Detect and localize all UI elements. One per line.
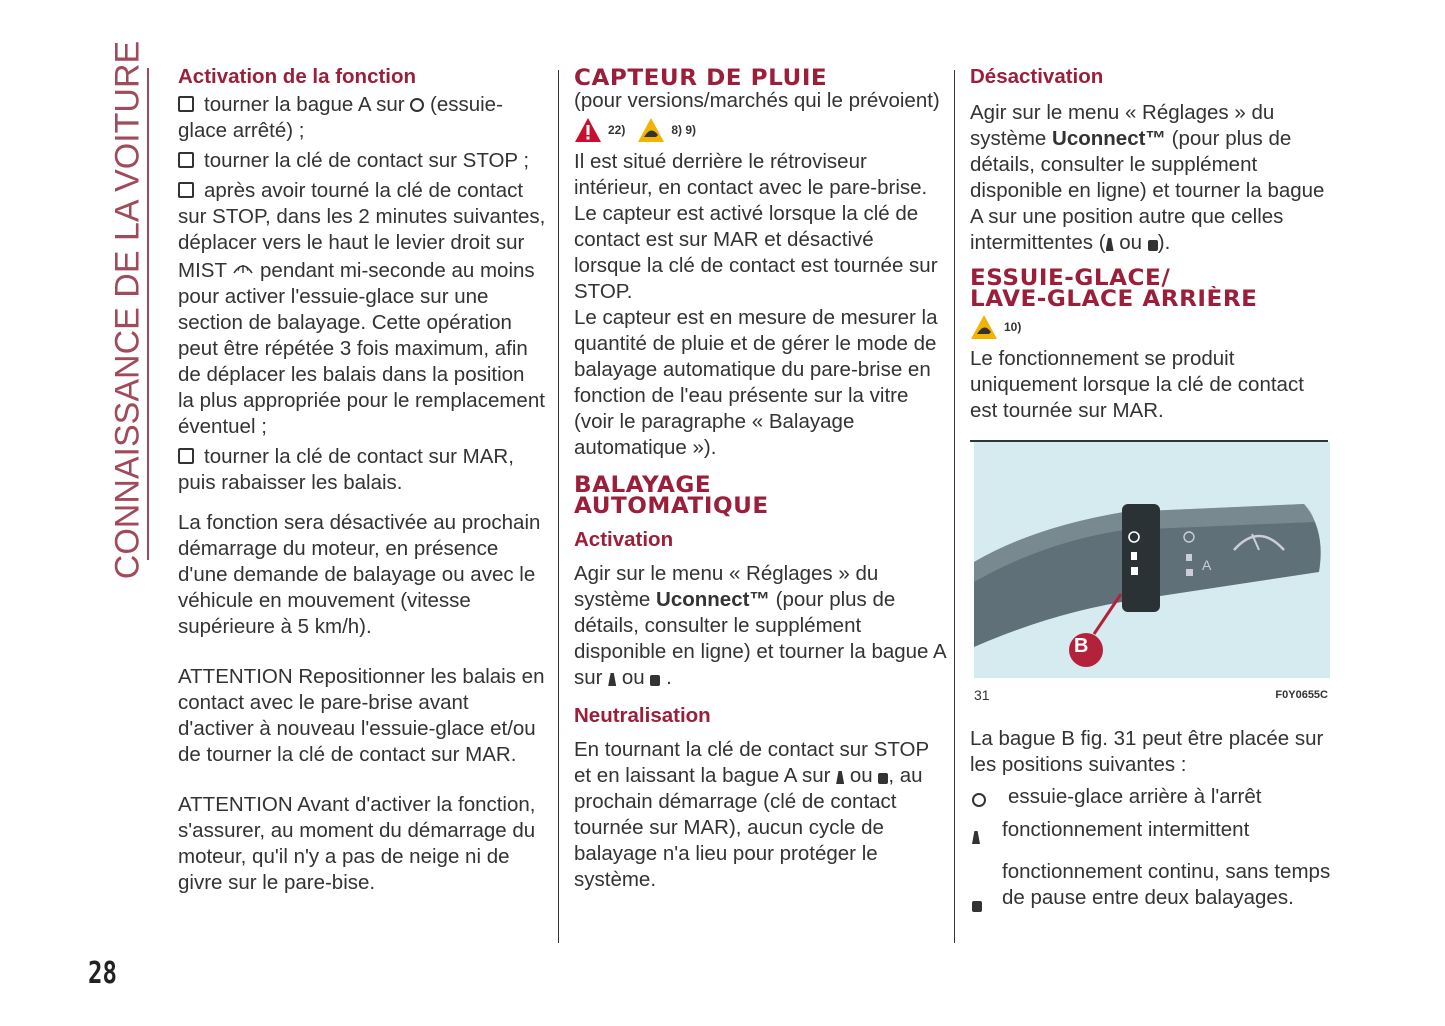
warning-references: 22) 8) 9) bbox=[574, 115, 946, 145]
column-1 bbox=[178, 64, 546, 896]
paragraph: En tournant la clé de contact sur STOP et en laissant la bague A sur ou , au prochain démarrage (clé de contact tournée sur MAR), aucun cycle de balayage n'a lieu pour protéger le système. bbox=[574, 738, 929, 891]
bullet-square-icon bbox=[178, 182, 194, 198]
wiper-stalk-illustration bbox=[974, 442, 1330, 678]
bullet-square-icon bbox=[178, 152, 194, 168]
ring-off-icon bbox=[410, 98, 424, 112]
heading-activation: Activation bbox=[574, 528, 674, 551]
continuous-icon bbox=[1148, 240, 1158, 251]
figure-callout-label: B bbox=[1074, 635, 1089, 657]
section-title-balayage-line2: AUTOMATIQUE bbox=[574, 494, 769, 519]
warning-references: 10) bbox=[970, 312, 1334, 342]
paragraph: Agir sur le menu « Réglages » du système Uconnect™ (pour plus de détails, consulter le supplément disponible en ligne) et tourner la bague A sur une position autre que celles intermittentes ( ou ). bbox=[970, 101, 1325, 254]
section-title-essuie-glace-line2: LAVE-GLACE ARRIÈRE bbox=[970, 287, 1258, 312]
side-title-rule bbox=[147, 68, 149, 560]
position-item-off: essuie-glace arrière à l'arrêt bbox=[970, 784, 1334, 813]
ring-positions-list bbox=[970, 784, 1334, 917]
figure-code: F0Y0655C bbox=[1275, 689, 1328, 701]
figure-number: 31 bbox=[974, 687, 990, 703]
ring-off-icon bbox=[972, 793, 986, 807]
column-divider-1 bbox=[558, 70, 559, 943]
column-2 bbox=[574, 64, 946, 893]
heading-activation-fonction: Activation de la fonction bbox=[178, 65, 417, 88]
figure-caption bbox=[970, 682, 1328, 708]
figure-31 bbox=[970, 440, 1328, 708]
bullet-item: tourner la bague A sur (essuie-glace arrêté) ; bbox=[178, 93, 503, 142]
bullet-square-icon bbox=[178, 448, 194, 464]
caution-warning-icon bbox=[970, 314, 998, 340]
continuous-icon bbox=[972, 901, 982, 912]
position-item-intermittent: fonctionnement intermittent bbox=[970, 817, 1334, 849]
intermittent-icon bbox=[608, 673, 616, 686]
heading-desactivation: Désactivation bbox=[970, 65, 1104, 88]
section-title-balayage-line1: BALAYAGE bbox=[574, 473, 712, 498]
page-number: 28 bbox=[88, 956, 117, 991]
intermittent-icon bbox=[1106, 238, 1114, 251]
paragraph: Le capteur est en mesure de mesurer la quantité de pluie et de gérer le mode de balayage automatique du pare-brise en fonction de l'eau présente sur la vitre (voir le paragraphe « Balayage automatique »). bbox=[574, 306, 938, 459]
section-subtitle: (pour versions/marchés qui le prévoient) bbox=[574, 89, 940, 112]
heading-neutralisation: Neutralisation bbox=[574, 704, 711, 727]
paragraph: Le fonctionnement se produit uniquement lorsque la clé de contact est tournée sur MAR. bbox=[970, 347, 1304, 422]
section-title-essuie-glace-line1: ESSUIE-GLACE/ bbox=[970, 266, 1171, 291]
paragraph: La fonction sera désactivée au prochain démarrage du moteur, en présence d'une demande de balayage ou avec le véhicule en mouvement (vitesse supérieure à 5 km/h). bbox=[178, 511, 541, 638]
paragraph: La bague B fig. 31 peut être placée sur les positions suivantes : bbox=[970, 727, 1324, 776]
bullet-item: tourner la clé de contact sur MAR, puis rabaisser les balais. bbox=[178, 445, 514, 494]
mist-wiper-icon bbox=[232, 256, 254, 282]
bullet-item: tourner la clé de contact sur STOP ; bbox=[178, 148, 546, 174]
intermittent-icon bbox=[972, 831, 980, 844]
bullet-item: après avoir tourné la clé de contact sur STOP, dans les 2 minutes suivantes, déplacer vers le haut le levier droit sur MIST pendant mi-seconde au moins pour activer l'essuie-glace sur une section de balayage. Cette opération peut être répétée 3 fois maximum, afin de déplacer les balais dans la position la plus appropriée pour le remplacement éventuel ; bbox=[178, 179, 546, 438]
caution-warning-icon bbox=[637, 117, 665, 143]
position-item-continuous: fonctionnement continu, sans temps de pause entre deux balayages. bbox=[970, 859, 1334, 917]
continuous-icon bbox=[650, 675, 660, 686]
paragraph: Agir sur le menu « Réglages » du système Uconnect™ (pour plus de détails, consulter le supplément disponible en ligne) et tourner la bague A sur ou . bbox=[574, 562, 946, 689]
danger-warning-icon bbox=[574, 117, 602, 143]
attention-paragraph: ATTENTION Repositionner les balais en contact avec le pare-brise avant d'activer à nouveau l'essuie-glace et/ou de tourner la clé de contact sur MAR. bbox=[178, 665, 545, 766]
section-title-capteur-pluie: CAPTEUR DE PLUIE bbox=[574, 66, 828, 91]
continuous-icon bbox=[878, 773, 888, 784]
intermittent-icon bbox=[836, 771, 844, 784]
paragraph: Il est situé derrière le rétroviseur intérieur, en contact avec le pare-brise. Le capteur est activé lorsque la clé de contact est sur MAR et désactivé lorsque la clé de contact est tournée sur STOP. bbox=[574, 150, 938, 303]
bullet-square-icon bbox=[178, 96, 194, 112]
svg-text:A: A bbox=[1202, 557, 1212, 573]
attention-paragraph: ATTENTION Avant d'activer la fonction, s'assurer, au moment du démarrage du moteur, qu'il n'y a pas de neige ni de givre sur le pare-bise. bbox=[178, 793, 536, 894]
column-3 bbox=[970, 64, 1334, 917]
side-section-title: CONNAISSANCE DE LA VOITURE bbox=[108, 40, 147, 580]
